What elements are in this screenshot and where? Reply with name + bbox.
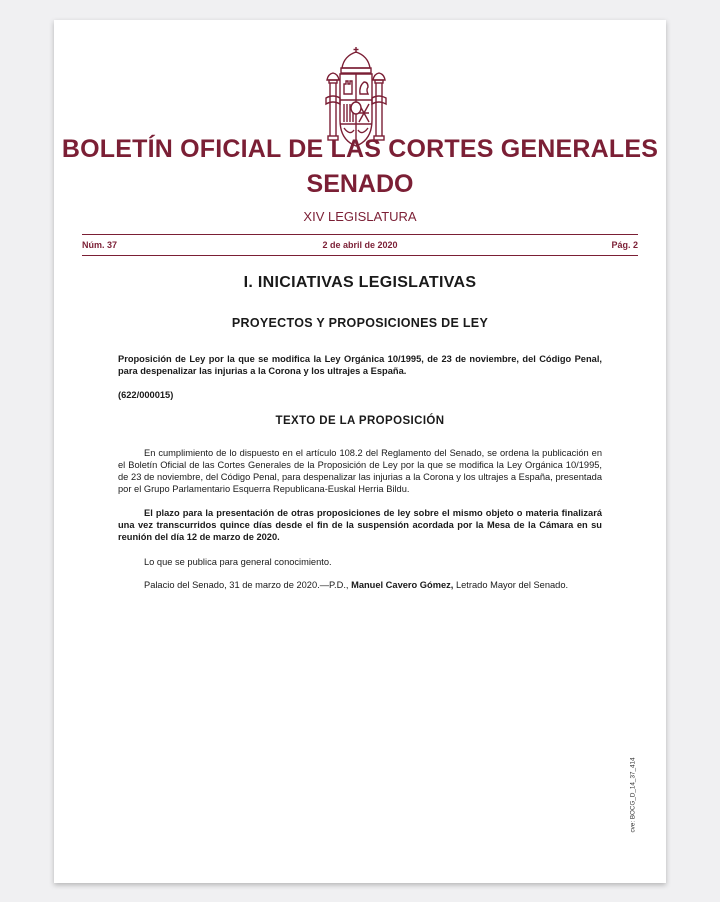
text-heading: TEXTO DE LA PROPOSICIÓN — [275, 415, 445, 427]
legislature-label: XIV LEGISLATURA — [303, 209, 417, 224]
issue-number: Núm. 37 — [82, 240, 118, 250]
bulletin-title: BOLETÍN OFICIAL DE LAS CORTES GENERALES — [61, 135, 659, 163]
bulletin-page — [54, 20, 666, 883]
signature-prefix: Palacio del Senado, 31 de marzo de 2020.—P.D., — [144, 580, 352, 590]
header-rule-bottom — [82, 255, 638, 256]
section-title: I. INICIATIVAS LEGISLATIVAS — [243, 274, 477, 291]
signature-suffix: Letrado Mayor del Senado. — [453, 580, 569, 590]
signature-line — [118, 579, 602, 591]
cve-code — [628, 747, 638, 843]
subsection-title: PROYECTOS Y PROPOSICIONES DE LEY — [231, 316, 489, 330]
issue-info-row — [82, 238, 638, 252]
issue-date: 2 de abril de 2020 — [322, 240, 398, 250]
page-number: Pág. 2 — [611, 240, 638, 250]
signatory-name: Manuel Cavero Gómez, — [351, 580, 454, 590]
header-rule-top — [82, 234, 638, 235]
initiative-reference: (622/000015) — [118, 390, 174, 400]
initiative-title: Proposición de Ley por la que se modifica la Ley Orgánica 10/1995, de 23 de noviembre, del Código Penal, para despenalizar las injurias a la Corona y los ultrajes a España. — [118, 354, 602, 376]
body-paragraph: En cumplimiento de lo dispuesto en el artículo 108.2 del Reglamento del Senado, se ordena la publicación en el Boletín Oficial de las Cortes Generales de la Proposición de Ley por la que se modifica la Ley Orgánica 10/1995, de 23 de noviembre, del Código Penal, para despenalizar las injurias a la Corona y los ultrajes a España, presentada por el Grupo Parlamentario Esquerra Republicana-Euskal Herria Bildu. — [118, 448, 602, 494]
chamber-name: SENADO — [306, 170, 414, 198]
publication-note: Lo que se publica para general conocimiento. — [144, 557, 332, 567]
cve-code-text: cve: BOCG_D_14_37_414 — [629, 757, 637, 833]
deadline-paragraph: El plazo para la presentación de otras proposiciones de ley sobre el mismo objeto o materia finalizará una vez transcurridos quince días desde el fin de la suspensión acordada por la Mesa de la Cámara en su reunión del día 12 de marzo de 2020. — [118, 508, 602, 542]
